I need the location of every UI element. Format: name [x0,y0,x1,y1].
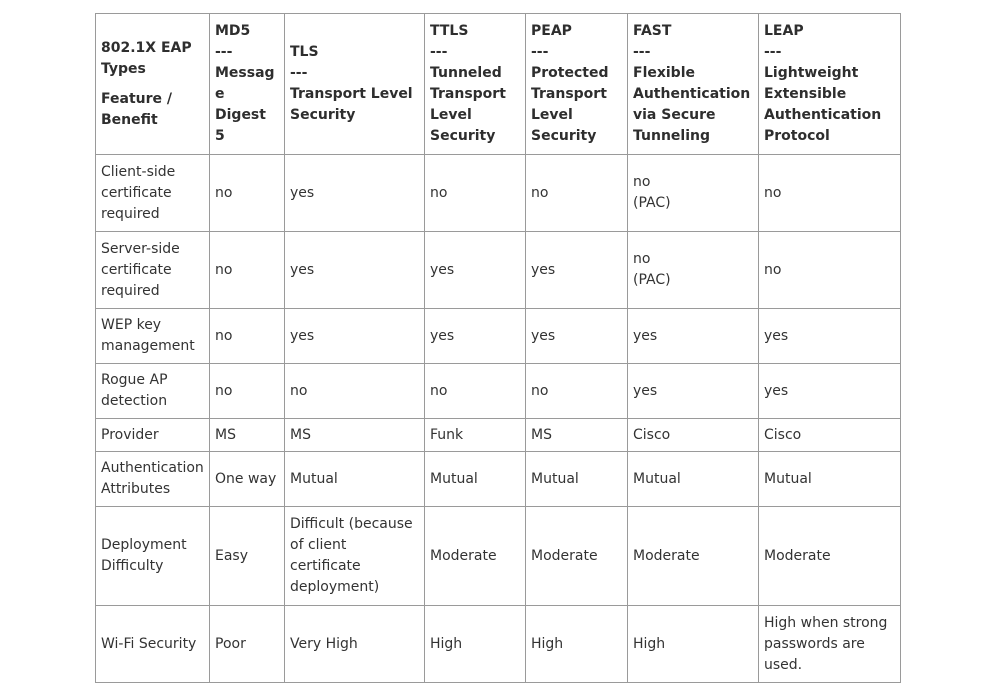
table-cell: Mutual [628,452,759,507]
table-row [96,419,901,452]
table-row [96,309,901,364]
column-abbr: TLS [290,44,319,60]
column-full-name: Transport Level Security [290,86,413,123]
column-abbr: TTLS [430,23,469,39]
table-row [96,452,901,507]
table-cell: no [285,364,425,419]
corner-line-1: 802.1X EAP [101,39,192,56]
column-header-md5 [210,14,285,155]
table-cell: yes [425,309,526,364]
table-cell: One way [210,452,285,507]
column-full-name: Flexible Authentication via Secure Tunneling [633,65,751,144]
table-cell: Moderate [425,507,526,606]
table-cell: MS [526,419,628,452]
table-row [96,232,901,309]
table-cell: MS [210,419,285,452]
feature-cell: Wi-Fi Security [96,606,210,683]
column-full-name: Message Digest 5 [215,65,275,144]
table-cell: Mutual [285,452,425,507]
table-cell: no [210,155,285,232]
table-cell: High [425,606,526,683]
column-header-fast [628,14,759,155]
table-cell: High when strong passwords are used. [759,606,901,683]
feature-cell: Authentication Attributes [96,452,210,507]
column-full-name: Lightweight Extensible Authentication Protocol [764,65,882,144]
column-sep: --- [633,44,651,60]
table-cell: Easy [210,507,285,606]
table-cell: no (PAC) [628,155,759,232]
corner-line-4: Benefit [101,111,158,128]
feature-cell: Rogue AP detection [96,364,210,419]
table-cell: no [210,309,285,364]
feature-cell: WEP key management [96,309,210,364]
column-abbr: MD5 [215,23,251,39]
column-sep: --- [531,44,549,60]
column-sep: --- [290,65,308,81]
column-sep: --- [215,44,233,60]
column-sep: --- [430,44,448,60]
table-cell: Moderate [628,507,759,606]
column-full-name: Protected Transport Level Security [531,65,609,144]
header-row [96,14,901,155]
table-cell: Mutual [425,452,526,507]
table-cell: no (PAC) [628,232,759,309]
corner-header [96,14,210,155]
table-cell: MS [285,419,425,452]
column-abbr: PEAP [531,23,572,39]
table-cell: yes [285,309,425,364]
table-cell: yes [526,232,628,309]
table-cell: yes [285,232,425,309]
table-cell: Moderate [526,507,628,606]
table-cell: no [210,364,285,419]
table-cell: Cisco [628,419,759,452]
table-cell: no [526,155,628,232]
column-abbr: FAST [633,23,672,39]
column-full-name: Tunneled Transport Level Security [430,65,506,144]
table-cell: Funk [425,419,526,452]
table-cell: no [759,155,901,232]
table-cell: Poor [210,606,285,683]
column-abbr: LEAP [764,23,804,39]
feature-cell: Deployment Difficulty [96,507,210,606]
table-cell: yes [628,364,759,419]
column-sep: --- [764,44,782,60]
table-cell: yes [285,155,425,232]
table-cell: no [425,364,526,419]
table-cell: yes [526,309,628,364]
table-row [96,507,901,606]
table-cell: Moderate [759,507,901,606]
table-row [96,364,901,419]
table-row [96,155,901,232]
column-header-tls [285,14,425,155]
table-cell: Very High [285,606,425,683]
table-cell: High [526,606,628,683]
column-header-ttls [425,14,526,155]
corner-line-2: Types [101,60,146,77]
table-cell: no [526,364,628,419]
table-cell: yes [425,232,526,309]
eap-comparison-table [95,13,901,683]
table-cell: Mutual [526,452,628,507]
table-row [96,606,901,683]
table-cell: yes [759,309,901,364]
table-cell: yes [628,309,759,364]
table-cell: yes [759,364,901,419]
table-cell: no [425,155,526,232]
column-header-leap [759,14,901,155]
feature-cell: Provider [96,419,210,452]
table-cell: Mutual [759,452,901,507]
table-cell: Cisco [759,419,901,452]
feature-cell: Server-side certificate required [96,232,210,309]
table-cell: High [628,606,759,683]
table-cell: no [210,232,285,309]
feature-cell: Client-side certificate required [96,155,210,232]
table-cell: no [759,232,901,309]
corner-line-3: Feature / [101,90,172,107]
column-header-peap [526,14,628,155]
table-cell: Difficult (because of client certificate deployment) [285,507,425,606]
